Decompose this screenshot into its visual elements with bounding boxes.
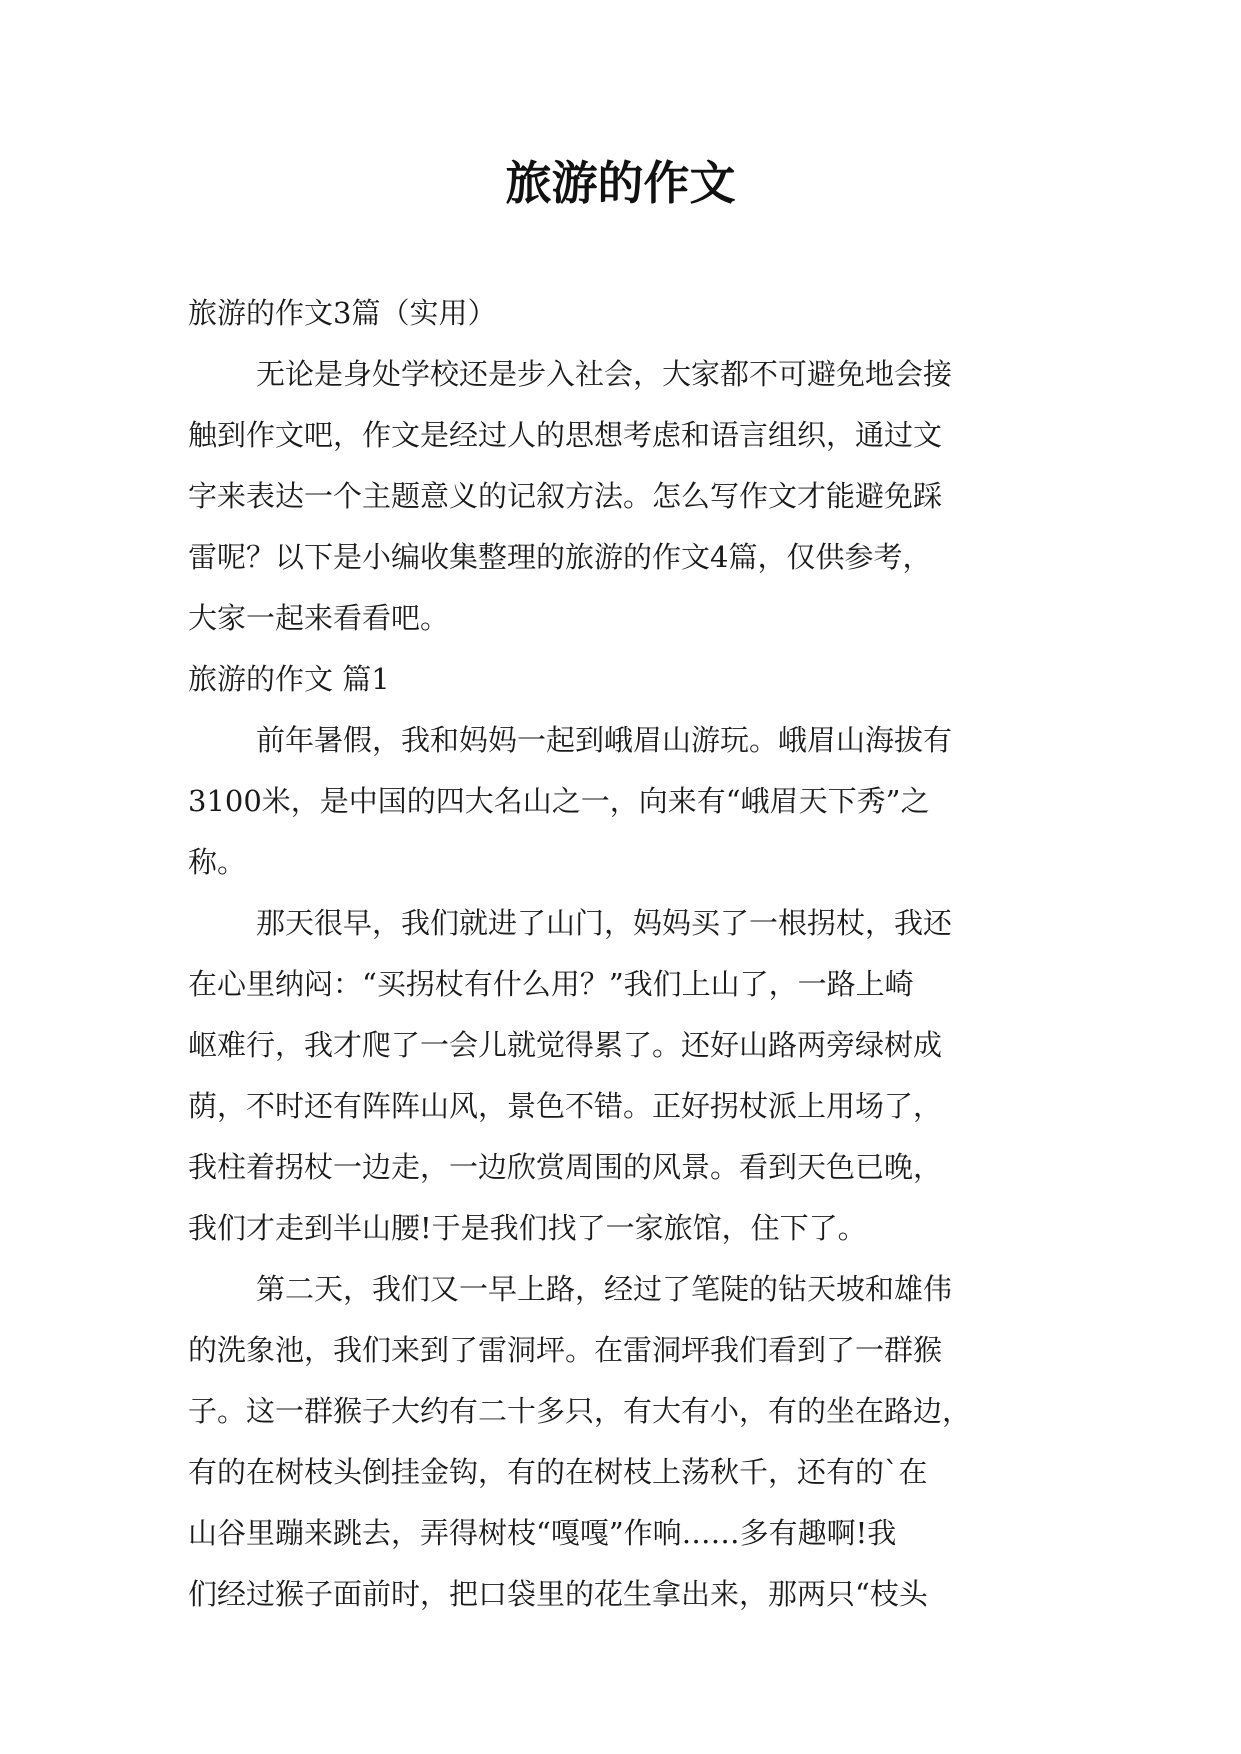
text-line: 岖难行，我才爬了一会儿就觉得累了。还好山路两旁绿树成 xyxy=(188,1028,943,1062)
text-line: 3100米，是中国的四大名山之一，向来有“峨眉天下秀”之 xyxy=(188,784,930,818)
document-title: 旅游的作文 xyxy=(505,156,736,210)
text-line: 字来表达一个主题意义的记叙方法。怎么写作文才能避免踩 xyxy=(188,479,943,513)
text-line: 荫，不时还有阵阵山风，景色不错。正好拐杖派上用场了， xyxy=(188,1089,943,1123)
text-line: 我们才走到半山腰!于是我们找了一家旅馆，住下了。 xyxy=(188,1211,867,1245)
text-line: 旅游的作文 篇1 xyxy=(188,662,390,696)
text-line: 山谷里蹦来跳去，弄得树枝“嘎嘎”作响……多有趣啊!我 xyxy=(188,1516,897,1550)
text-line: 有的在树枝头倒挂金钩，有的在树枝上荡秋千，还有的`在 xyxy=(188,1455,928,1489)
text-line: 在心里纳闷：“买拐杖有什么用？”我们上山了，一路上崎 xyxy=(188,967,914,1001)
text-line: 前年暑假，我和妈妈一起到峨眉山游玩。峨眉山海拔有 xyxy=(256,723,953,757)
text-line: 们经过猴子面前时，把口袋里的花生拿出来，那两只“枝头 xyxy=(188,1577,928,1611)
text-line: 大家一起来看看吧。 xyxy=(188,601,450,635)
text-line: 无论是身处学校还是步入社会，大家都不可避免地会接 xyxy=(256,357,953,391)
document-body xyxy=(188,283,1056,1625)
text-line: 子。这一群猴子大约有二十多只，有大有小，有的坐在路边， xyxy=(188,1394,972,1428)
text-line: 旅游的作文3篇（实用） xyxy=(188,296,497,330)
text-line: 触到作文吧，作文是经过人的思想考虑和语言组织，通过文 xyxy=(188,418,943,452)
text-line: 称。 xyxy=(188,845,247,879)
text-line: 我柱着拐杖一边走，一边欣赏周围的风景。看到天色已晚， xyxy=(188,1150,943,1184)
text-line: 雷呢？以下是小编收集整理的旅游的作文4篇，仅供参考， xyxy=(188,540,932,574)
text-line: 的洗象池，我们来到了雷洞坪。在雷洞坪我们看到了一群猴 xyxy=(188,1333,943,1367)
text-line: 第二天，我们又一早上路，经过了笔陡的钻天坡和雄伟 xyxy=(256,1272,953,1306)
text-line: 那天很早，我们就进了山门，妈妈买了一根拐杖，我还 xyxy=(256,906,953,940)
